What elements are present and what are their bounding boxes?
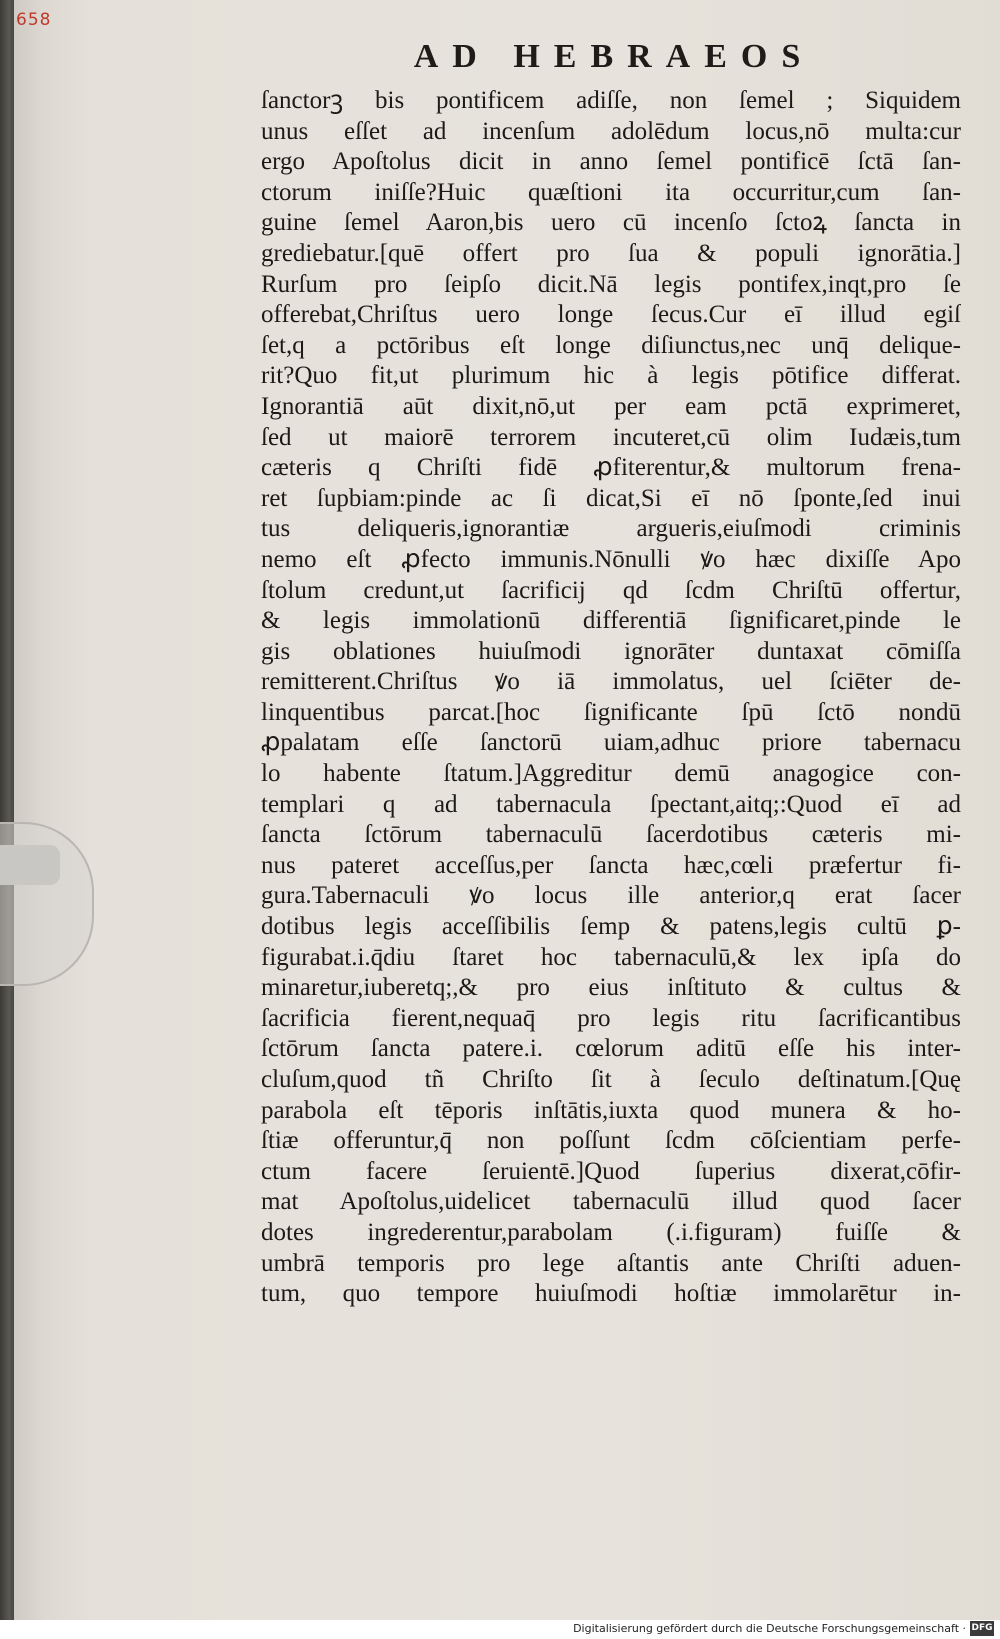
text-line: ſctōrum ſancta patere.i. cœlorum aditū eſſe his inter-	[261, 1035, 961, 1063]
text-line: ergo Apoſtolus dicit in anno ſemel pontificē ſctā ſan-	[261, 148, 961, 176]
running-head: AD HEBRAEOS	[413, 38, 815, 75]
text-line: Ignorantiā aūt dixit,nō,ut per eam pctā exprimeret,	[261, 392, 961, 420]
text-line: ſtolum credunt,ut ſacrificij qd ſcdm Chriſtū offertur,	[261, 576, 961, 604]
text-line: ſanctorꝫ bis pontificem adiſſe, non ſemel ; Siquidem	[261, 87, 961, 114]
text-line: cæteris q Chriſti fidē ꝓfiterentur,& multorum frena-	[261, 454, 961, 482]
text-line: remitterent.Chriſtus ꝟo iā immolatus, uel ſciēter de-	[261, 668, 961, 696]
text-line: cluſum,quod tñ Chriſto ſit à ſeculo deſtinatum.[Quę	[261, 1066, 961, 1093]
text-line: linquentibus parcat.[hoc ſignificante ſpū ſctō nondū	[261, 698, 961, 726]
text-line: unus eſſet ad incenſum adolēdum locus,nō multa:cur	[261, 117, 961, 145]
dfg-logo: DFG	[970, 1621, 994, 1636]
text-line: guine ſemel Aaron,bis uero cū incenſo ſctoꝝ ſancta in	[261, 209, 961, 237]
text-line: minaretur,iuberetq;,& pro eius inſtituto & cultus &	[261, 974, 961, 1002]
text-line: ſacrificia fierent,nequaq̄ pro legis ritu ſacrificantibus	[261, 1004, 961, 1032]
text-line: umbrā temporis pro lege aſtantis ante Chriſti aduen-	[261, 1249, 961, 1277]
body-text	[261, 86, 961, 1310]
text-line: dotibus legis acceſſibilis ſemp & patens,legis cultū ꝑ-	[261, 913, 961, 941]
book-page	[14, 0, 1000, 1620]
text-line: dotes ingrederentur,parabolam (.i.figuram) fuiſſe &	[261, 1218, 961, 1246]
footer-credit: Digitalisierung gefördert durch die Deutsche Forschungsgemeinschaft ·	[573, 1622, 966, 1635]
text-line: nemo eſt ꝓfecto immunis.Nōnulli ꝟo hæc dixiſſe Apo	[261, 545, 961, 573]
text-line: templari q ad tabernacula ſpectant,aitq;:Quod eī ad	[261, 790, 961, 818]
text-line: ſtiæ offeruntur,q̄ non poſſunt ſcdm cōſcientiam perfe-	[261, 1127, 961, 1155]
text-line: ctorum iniſſe?Huic quæſtioni ita occurritur,cum ſan-	[261, 178, 961, 206]
text-line: ſed ut maiorē terrorem incuteret,cū olim Iudæis,tum	[261, 423, 961, 451]
text-line: ſet,q a pctōribus eſt longe diſiunctus,nec unq̄ delique-	[261, 331, 961, 359]
text-line: lo habente ſtatum.]Aggreditur demū anagogice con-	[261, 760, 961, 788]
page-clip-tab	[0, 845, 60, 885]
text-line: parabola eſt tēporis inſtātis,iuxta quod munera & ho-	[261, 1096, 961, 1124]
page-number: 658	[16, 10, 52, 30]
text-line: tus deliqueris,ignorantiæ argueris,eiuſmodi criminis	[261, 515, 961, 543]
text-line: ctum facere ſeruientē.]Quod ſuperius dixerat,cōfir-	[261, 1157, 961, 1185]
text-line: offerebat,Chriſtus uero longe ſecus.Cur eī illud egiſ	[261, 301, 961, 329]
text-line: nus pateret acceſſus,per ſancta hæc,cœli præfertur fi-	[261, 851, 961, 879]
text-line: Rurſum pro ſeipſo dicit.Nā legis pontifex,inqt,pro ſe	[261, 270, 961, 298]
text-line: ſancta ſctōrum tabernaculū ſacerdotibus cæteris mi-	[261, 821, 961, 849]
text-line: rit?Quo fit,ut plurimum hic à legis pōtifice differat.	[261, 362, 961, 390]
text-line: ꝓpalatam eſſe ſanctorū uiam,adhuc priore tabernacu	[261, 729, 961, 757]
text-line: figurabat.i.q̄diu ſtaret hoc tabernaculū,& lex ipſa do	[261, 943, 961, 971]
text-line: gura.Tabernaculi ꝟo locus ille anterior,q erat ſacer	[261, 882, 961, 910]
text-line: mat Apoſtolus,uidelicet tabernaculū illud quod ſacer	[261, 1188, 961, 1216]
text-line: grediebatur.[quē offert pro ſua & populi ignorātia.]	[261, 239, 961, 267]
text-line: gis oblationes huiuſmodi ignorāter duntaxat cōmiſſa	[261, 637, 961, 665]
text-line: tum, quo tempore huiuſmodi hoſtiæ immolarētur in-	[261, 1280, 961, 1308]
text-line: & legis immolationū differentiā ſignificaret,pinde le	[261, 607, 961, 635]
text-line: ret ſupbiam:pinde ac ſi dicat,Si eī nō ſponte,ſed inui	[261, 484, 961, 512]
